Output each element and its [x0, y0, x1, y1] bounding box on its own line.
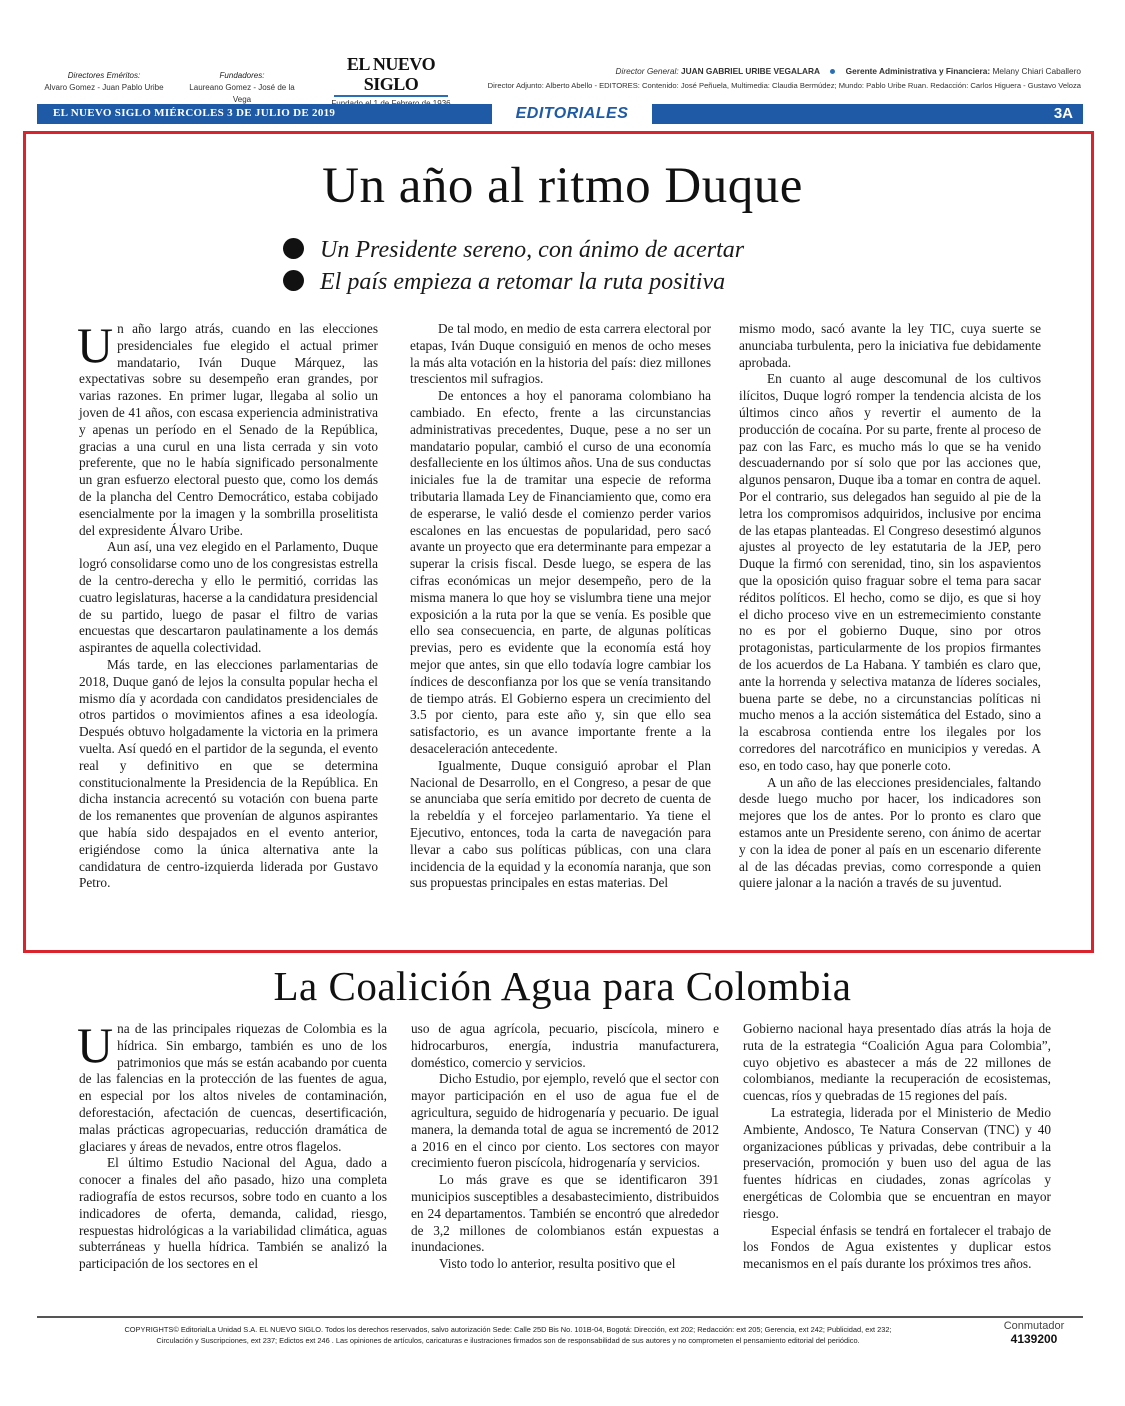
bullet-icon	[283, 238, 304, 259]
switchboard	[996, 1320, 1072, 1346]
paragraph: Dicho Estudio, por ejemplo, reveló que el sector con mayor participación en el uso de agua fue el de agricultura, seguido de hidrogenaría y pecuario. De igual manera, la demanda total de agua se incrementó de 2012 a 2016 en el cinco por ciento. Los sectores con mayor crecimiento fueron piscícola, hidrogenaría y servicios.	[411, 1071, 719, 1171]
gerente-label: Gerente Administrativa y Financiera:	[845, 66, 991, 76]
subhead-1-text: Un Presidente sereno, con ánimo de acertar	[320, 237, 745, 263]
section-title: EDITORIALES	[492, 104, 652, 124]
editorial-2-column-2	[411, 1021, 719, 1273]
editorial-1-column-2	[410, 321, 711, 892]
bullet-icon	[283, 270, 304, 291]
paragraph: Aun así, una vez elegido en el Parlamento, Duque logró consolidarse como uno de los congresistas estrella de la centro-derecha y ello le permitió, corridas las cuatro legislaturas, hacerse a la candidatura presidencial de su partido, luego de pasar el filtro de varias encuestas que descartaron paulatinamente a los demás aspirantes de aquella colectividad.	[79, 539, 378, 656]
paragraph: mismo modo, sacó avante la ley TIC, cuya suerte se anunciaba turbulenta, pero la iniciativa fue debidamente aprobada.	[739, 321, 1041, 370]
paragraph: Visto todo lo anterior, resulta positivo que el	[439, 1256, 676, 1272]
director-general-name: JUAN GABRIEL URIBE VEGALARA	[680, 66, 821, 76]
editorial-1-headline: Un año al ritmo Duque	[322, 158, 803, 214]
editorial-1-column-3	[739, 321, 1041, 892]
subhead-bullet-1	[283, 234, 923, 266]
staff-line-1	[615, 64, 1081, 78]
paragraph	[77, 317, 378, 539]
fundadores-names: Laureano Gomez - José de la Vega	[189, 83, 295, 104]
director-general-label: Director General:	[615, 66, 679, 76]
paragraph	[77, 1017, 387, 1155]
paragraph: La estrategia, liderada por el Ministerio de Medio Ambiente, Andosco, Te Natura Conservan (TNC) y 40 organizaciones públicas y privadas, debe contribuir a la preservación, promoción y buen uso del agua de las fuentes hídricas en ciudades, zonas agrícolas y energéticas de Colombia que se encuentran en mayor riesgo.	[743, 1104, 1051, 1221]
drop-cap: U	[77, 317, 114, 373]
editorial-1-subheads	[283, 234, 923, 298]
logo-text: EL NUEVO SIGLO	[346, 54, 436, 94]
editorial-1-column-1	[77, 317, 378, 892]
fundadores-label: Fundadores:	[219, 71, 265, 80]
subhead-2-text: El país empieza a retomar la ruta positiva	[320, 269, 726, 295]
paragraph: uso de agua agrícola, pecuario, piscícola, minero e hidrocarburos, energía, industria manufacturera, doméstico, comercio y servicios.	[411, 1021, 719, 1070]
gerente-name: Melany Chiari Caballero	[992, 66, 1081, 76]
logo-rule	[334, 95, 448, 97]
paragraph: Especial énfasis se tendrá en fortalecer el trabajo de los Fondos de Agua existentes y duplicar estos mecanismos en el país durante los próximos tres años.	[743, 1222, 1051, 1272]
directores-emeritos	[44, 70, 164, 94]
section-bar	[37, 104, 1083, 124]
directores-label: Directores Eméritos:	[67, 71, 141, 80]
staff-line-2: Director Adjunto: Alberto Abello - EDITORES: Contenido: José Peñuela, Multimedia: Claudia Bermúdez; Mundo: Pablo Uribe Ruan. Redacción: Carlos Higuera - Gustavo Veloza	[487, 81, 1081, 90]
separator-dot-icon	[830, 69, 835, 74]
paragraph: Igualmente, Duque consiguió aprobar el Plan Nacional de Desarrollo, en el Congreso, a pesar de que se anunciaba que sería emitido por decreto de cuenta de la rebeldía y el forcejeo parlamentario. Ya tiene el Ejecutivo, entonces, toda la carta de navegación para llevar a cabo sus políticas públicas, con una clara incidencia de la equidad y la economía naranja, que son sus propuestas principales en estas materias. Del	[410, 757, 711, 891]
footer-line-2: Circulación y Suscripciones, ext 237; Edictos ext 246 . Las opiniones de artículos, caricaturas e ilustraciones firmados son de responsabilidad de sus autores y no comprometen el pensamiento editorial del periódico.	[156, 1336, 860, 1345]
editorial-2-column-3	[743, 1021, 1051, 1273]
paragraph: Gobierno nacional haya presentado días atrás la hoja de ruta de la estrategia “Coalición Agua para Colombia”, cuyo objetivo es abastecer a más de 22 millones de colombianos, mediante la recuperación de ecosistemas, cuencas, ríos y quebradas de 15 regiones del país.	[743, 1021, 1051, 1104]
editorial-2-column-1	[77, 1017, 387, 1273]
paragraph: Más tarde, en las elecciones parlamentarias de 2018, Duque ganó de lejos la consulta popular hecha el mismo día y acordada con candidatos presidenciales de otros partidos o movimientos afines a esa ideología. Después obtuvo holgadamente la victoria en la primera vuelta. Así quedó en el partidor de la segunda, el evento real y definitivo en que se determina constitucionalmente la Presidencia de la República. En dicha instancia acrecentó su votación con buena parte de los remanentes que provenían de algunos aspirantes que había sido despajados en el evento anterior, erigiéndose como la única alternativa ante la candidatura de centro-izquierda liderada por Gustavo Petro.	[79, 656, 378, 891]
subhead-bullet-2	[283, 266, 923, 298]
editorial-1-body	[77, 317, 1041, 892]
paragraph-text: n año largo atrás, cuando en las elecciones presidenciales fue elegido el actual primer mandatario, Iván Duque Márquez, las expectativas sobre su desempeño eran grandes, por varias razones. En primer lugar, llegaba al solio un joven de 41 años, con escasa experiencia administrativa y apenas un período en el Senado de la República, gracias a una curul en una lista cerrada y sin voto preferente, que no le había significado personalmente un gran esfuerzo electoral puesto que, como los demás de la plancha del Centro Democrático, estaba cobijado esencialmente por la imagen y la sombrilla proselitista del expresidente Álvaro Uribe.	[79, 321, 378, 538]
footer-copyright	[58, 1324, 958, 1346]
newspaper-logo	[326, 54, 456, 109]
switchboard-number: 4139200	[1010, 1332, 1058, 1346]
fundadores	[182, 70, 302, 106]
switchboard-label: Conmutador	[1003, 1320, 1065, 1332]
issue-date: EL NUEVO SIGLO MIÉRCOLES 3 DE JULIO DE 2019	[53, 107, 336, 119]
drop-cap: U	[77, 1017, 114, 1073]
paragraph: En cuanto al auge descomunal de los cultivos ilícitos, Duque logró romper la tendencia alcista de los últimos cinco años y revertir el aumento de la producción de cocaína. Por su parte, frente al proceso de paz con las Farc, es mucho más lo que se ha venido descuadernando por sí solo que por las acciones que, algunos pensaron, Duque iba a tomar en contra de aquel. Por el contrario, sus delegados han seguido al pie de la letra los compromisos adquiridos, inclusive por encima de las etapas planteadas. El Congreso desestimó algunos ajustes al proyecto de ley estatutaria de la JEP, pero Duque la firmó con serenidad, tino, sin los aspavientos que la oposición quiso fraguar sobre el tema para sacar réditos políticos. El hecho, como se dijo, es que si hoy el dicho proceso vive en un estremecimiento constante no es por el gobierno Duque, sino por otros protagonistas, particularmente de los propios firmantes de los acuerdos de La Habana. Y también es claro que, ante la horrenda y selectiva matanza de líderes sociales, buena parte se debe, no a circunstancias políticas ni mucho menos a la acción sistemática del Estado, sino a la escabrosa contienda entre los ilegales por los corredores del narcotráfico en municipios y veredas. A eso, en todo caso, hay que ponerle coto.	[739, 371, 1041, 773]
paragraph: Lo más grave es que se identificaron 391 municipios susceptibles a desabastecimiento, distribuidos en 24 departamentos. También se encontró que alrededor de 3,2 millones de colombianos están expuestas a inundaciones.	[411, 1172, 719, 1255]
editorial-2-body	[77, 1017, 1051, 1273]
page-number: 3A	[1053, 105, 1073, 122]
editorial-2-headline: La Coalición Agua para Colombia	[273, 963, 852, 1009]
masthead	[0, 0, 1125, 104]
footer-rule	[37, 1316, 1083, 1318]
paragraph-text: na de las principales riquezas de Colombia es la hídrica. Sin embargo, también es uno de los patrimonios que más se están acabando por cuenta de las falencias en la protección de las fuentes de agua, en especial por los altos niveles de contaminación, deforestación, afectación de cuencas, desertificación, malas prácticas agropecuarias, reducción dramática de glaciares y áreas de nevados, entre otros flagelos.	[79, 1021, 387, 1154]
paragraph: De tal modo, en medio de esta carrera electoral por etapas, Iván Duque consiguió en menos de ocho meses la más alta votación en la historia del país: diez millones trescientos mil sufragios.	[410, 321, 711, 387]
paragraph: A un año de las elecciones presidenciales, faltando desde luego mucho por hacer, los indicadores son mejores que los de antes. Por lo pronto es claro que estamos ante un Presidente sereno, con ánimo de acertar y con la idea de poner al país en un escenario diferente al de las décadas previas, como corresponde a quien quiere jalonar a la nación a través de su juventud.	[739, 774, 1041, 891]
footer-line-1: COPYRIGHTS© EditorialLa Unidad S.A. EL NUEVO SIGLO. Todos los derechos reservados, salvo autorización Sede: Calle 25D Bis No. 101B-04, Bogotá: Dirección, ext 202; Redacción: ext 205; Gerencia, ext 242; Publicidad, ext 232;	[124, 1325, 892, 1334]
directores-names: Alvaro Gomez - Juan Pablo Uribe	[44, 83, 164, 92]
paragraph: El último Estudio Nacional del Agua, dado a conocer a finales del año pasado, hizo una completa radiografía de estos recursos, sobre todo en cuanto a los indicadores de oferta, demanda, calidad, riesgo, respuestas hidrológicas a la variabilidad climática, aguas subterráneas y huella hídrica. También se analizó la participación de los sectores en el	[79, 1155, 387, 1272]
paragraph: De entonces a hoy el panorama colombiano ha cambiado. En efecto, frente a las circunstancias administrativas precedentes, Duque, pese a no ser un mandatario popular, cambió el curso de una economía desfalleciente en los últimos años. Una de sus conductas iniciales fue la de tramitar una especie de reforma tributaria llamada Ley de Financiamiento que, como era de esperarse, le valió desde el comienzo perder varios escalones en las encuestas de popularidad, pero sacó avante un proyecto que era determinante para empezar a superar la crisis fiscal. Desde luego, se espera de las cifras económicas un mejor desempeño, pero de la misma manera lo que hoy se vislumbra tiene una mejor exposición a la ruta por la que se venía. Es posible que ello sea consecuencia, en parte, de algunas políticas previas, pero es evidente que la economía está hoy mejor que antes, sin que ello todavía logre cambiar los índices de desconfianza por los que se venía transitando de tiempo atrás. El Gobierno espera un crecimiento del 3.5 por ciento, para este año y, sin que ello sea satisfactorio, es un avance importante frente a la desaceleración antecedente.	[410, 388, 711, 756]
